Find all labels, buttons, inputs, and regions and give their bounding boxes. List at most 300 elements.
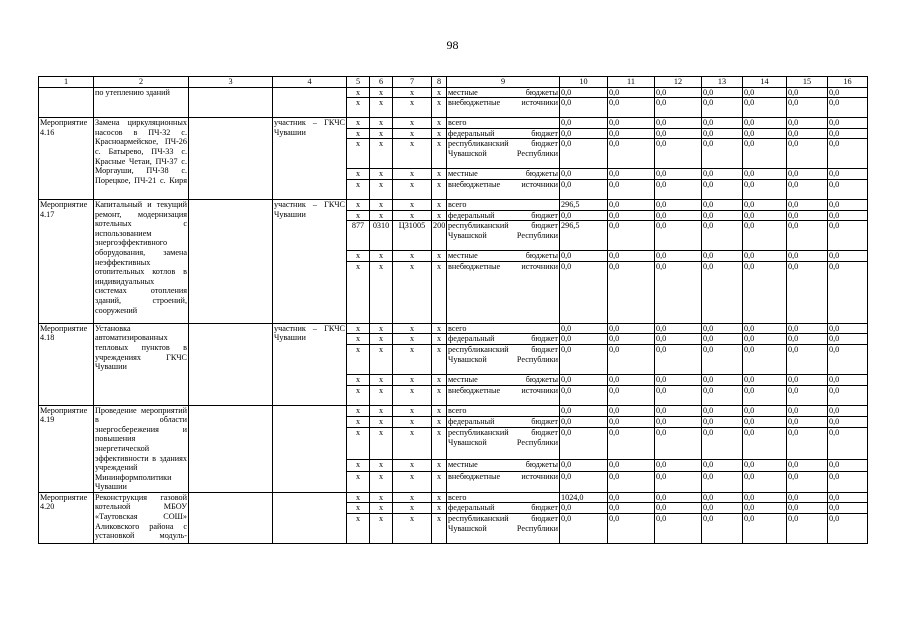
value-cell: 0,0 [743,374,787,385]
code-cell: x [370,334,393,345]
code-cell: x [370,416,393,427]
value-cell: 0,0 [655,416,702,427]
code-cell: x [347,199,370,210]
code-cell: x [432,416,447,427]
table-row [39,118,868,129]
value-cell: 0,0 [828,139,868,169]
value-cell: 0,0 [702,251,743,262]
value-cell: 0,0 [560,323,608,334]
code-cell: x [347,405,370,416]
code-cell: x [370,428,393,460]
value-cell: 0,0 [702,471,743,492]
code-cell: x [347,128,370,139]
value-cell: 0,0 [655,128,702,139]
value-cell: 0,0 [608,460,655,471]
code-cell: x [432,210,447,221]
value-cell: 0,0 [702,87,743,98]
value-cell: 0,0 [560,374,608,385]
empty-cell [189,87,273,118]
value-cell: 0,0 [787,221,828,251]
value-cell: 0,0 [787,261,828,323]
value-cell: 0,0 [608,261,655,323]
code-cell: x [370,405,393,416]
table-row [39,323,868,334]
value-cell: 0,0 [702,323,743,334]
value-cell: 0,0 [743,416,787,427]
value-cell: 0,0 [655,261,702,323]
value-cell: 0,0 [608,323,655,334]
measure-id-cell: Мероприятие 4.16 [39,118,94,200]
code-cell: x [347,344,370,374]
value-cell: 0,0 [743,492,787,503]
code-cell: x [393,210,432,221]
source-cell: федеральный бюджет [448,416,558,426]
source-cell: внебюджетные источники [447,98,560,118]
value-cell: 0,0 [560,179,608,199]
value-cell: 0,0 [560,87,608,98]
code-cell: x [432,374,447,385]
code-cell: x [370,460,393,471]
header-cell: 5 [347,77,370,88]
code-cell: x [432,344,447,374]
source-cell: федеральный бюджет [448,503,558,513]
value-cell: 0,0 [702,405,743,416]
code-cell: x [432,385,447,405]
value-cell: 0,0 [828,199,868,210]
code-cell: x [393,169,432,180]
code-cell: x [393,460,432,471]
value-cell: 0,0 [828,503,868,514]
value-cell: 0,0 [828,251,868,262]
source-cell: федеральный бюджет [448,128,558,138]
code-cell: x [393,471,432,492]
value-cell: 0,0 [655,323,702,334]
measure-name-cell: Реконструкция газовой котельной МБОУ «Таутовская СОШ» Аликовского района с установкой модуль- [94,492,189,543]
value-cell: 0,0 [608,210,655,221]
value-cell: 0,0 [560,428,608,460]
value-cell: 0,0 [608,98,655,118]
code-cell: x [347,334,370,345]
value-cell: 0,0 [828,323,868,334]
value-cell: 0,0 [787,344,828,374]
code-cell: x [347,416,370,427]
value-cell: 0,0 [828,118,868,129]
value-cell: 0,0 [787,210,828,221]
value-cell: 0,0 [702,261,743,323]
value-cell: 0,0 [828,128,868,139]
value-cell: 0,0 [560,514,608,544]
code-cell: x [432,514,447,544]
value-cell: 0,0 [655,98,702,118]
code-cell: x [393,344,432,374]
header-cell: 4 [273,77,347,88]
code-cell: x [347,514,370,544]
value-cell: 0,0 [743,385,787,405]
source-cell: внебюджетные источники [447,261,560,323]
header-cell: 12 [655,77,702,88]
value-cell: 1024,0 [560,492,608,503]
code-cell: x [432,179,447,199]
value-cell: 0,0 [608,492,655,503]
code-cell: x [370,128,393,139]
value-cell: 0,0 [608,514,655,544]
code-cell: 877 [347,221,370,251]
code-cell: x [432,428,447,460]
code-cell: 200 [432,221,447,251]
code-cell: x [347,169,370,180]
code-cell: x [347,98,370,118]
value-cell: 0,0 [787,385,828,405]
value-cell: 0,0 [702,98,743,118]
value-cell: 0,0 [560,139,608,169]
value-cell: 0,0 [655,471,702,492]
header-cell: 11 [608,77,655,88]
measure-name-cell: по утеплению зданий [94,87,189,118]
value-cell: 0,0 [743,405,787,416]
source-cell: местные бюджеты [448,374,558,384]
code-cell: x [347,374,370,385]
value-cell: 0,0 [702,514,743,544]
value-cell: 0,0 [828,334,868,345]
code-cell: x [370,118,393,129]
value-cell: 0,0 [828,514,868,544]
value-cell: 0,0 [787,139,828,169]
code-cell: Ц31005 [393,221,432,251]
table-row [39,405,868,416]
value-cell: 0,0 [702,179,743,199]
value-cell: 0,0 [743,503,787,514]
value-cell: 0,0 [560,460,608,471]
code-cell: x [370,261,393,323]
code-cell: x [432,323,447,334]
code-cell: x [393,503,432,514]
code-cell: x [347,210,370,221]
value-cell: 0,0 [560,251,608,262]
value-cell: 0,0 [655,221,702,251]
value-cell: 0,0 [787,334,828,345]
value-cell: 0,0 [608,344,655,374]
value-cell: 0,0 [828,98,868,118]
source-cell: внебюджетные источники [447,471,560,492]
code-cell: x [347,428,370,460]
value-cell: 0,0 [702,169,743,180]
code-cell: x [393,87,432,98]
value-cell: 0,0 [608,179,655,199]
source-cell: республиканский бюджет Чувашской Республики [447,221,560,251]
source-cell: федеральный бюджет [448,334,558,344]
value-cell: 0,0 [787,405,828,416]
header-cell: 16 [828,77,868,88]
code-cell: x [393,374,432,385]
source-cell: республиканский бюджет Чувашской Республики [447,514,560,544]
source-cell: внебюджетные источники [447,385,560,405]
value-cell: 0,0 [828,344,868,374]
value-cell: 0,0 [787,416,828,427]
value-cell: 0,0 [743,128,787,139]
code-cell: x [393,118,432,129]
value-cell: 0,0 [702,199,743,210]
header-cell: 7 [393,77,432,88]
code-cell: x [370,98,393,118]
code-cell: x [370,374,393,385]
value-cell: 0,0 [828,428,868,460]
header-cell: 1 [39,77,94,88]
value-cell: 0,0 [702,416,743,427]
value-cell: 0,0 [560,471,608,492]
code-cell: x [432,139,447,169]
value-cell: 0,0 [828,261,868,323]
participant-cell [273,87,347,118]
code-cell: x [432,169,447,180]
header-cell: 8 [432,77,447,88]
value-cell: 0,0 [828,471,868,492]
code-cell: x [370,199,393,210]
value-cell: 0,0 [560,416,608,427]
code-cell: x [393,199,432,210]
value-cell: 0,0 [743,221,787,251]
value-cell: 0,0 [560,334,608,345]
code-cell: x [347,118,370,129]
value-cell: 0,0 [702,128,743,139]
participant-cell: участник – ГКЧС Чувашии [273,199,347,323]
value-cell: 0,0 [743,514,787,544]
code-cell: x [393,128,432,139]
code-cell: x [432,118,447,129]
value-cell: 0,0 [743,210,787,221]
value-cell: 0,0 [828,385,868,405]
measure-name-cell: Проведение мероприятий в области энергосбережения и повышения энергетической эффективности в зданиях учреждений Мининформполитики Чувашии [95,405,187,492]
value-cell: 0,0 [560,128,608,139]
measure-id-cell: Мероприятие 4.20 [39,492,94,543]
code-cell: x [347,385,370,405]
value-cell: 0,0 [743,98,787,118]
value-cell: 0,0 [743,87,787,98]
value-cell: 0,0 [608,416,655,427]
value-cell: 0,0 [787,251,828,262]
code-cell: x [370,344,393,374]
value-cell: 0,0 [743,323,787,334]
value-cell: 0,0 [560,169,608,180]
value-cell: 0,0 [655,405,702,416]
value-cell: 0,0 [608,428,655,460]
code-cell: x [370,514,393,544]
code-cell: x [393,251,432,262]
value-cell: 0,0 [828,179,868,199]
participant-cell [273,492,347,543]
value-cell: 0,0 [608,334,655,345]
header-cell: 3 [189,77,273,88]
code-cell: 0310 [370,221,393,251]
source-cell: республиканский бюджет Чувашской Республики [447,139,560,169]
value-cell: 0,0 [828,221,868,251]
code-cell: x [370,169,393,180]
value-cell: 0,0 [787,118,828,129]
value-cell: 0,0 [828,374,868,385]
source-cell: всего [447,118,560,129]
code-cell: x [370,139,393,169]
value-cell: 0,0 [560,210,608,221]
source-cell: местные бюджеты [448,460,558,470]
source-cell: республиканский бюджет Чувашской Республики [447,344,560,374]
value-cell: 0,0 [743,460,787,471]
value-cell: 0,0 [560,261,608,323]
value-cell: 0,0 [828,210,868,221]
code-cell: x [370,323,393,334]
header-cell: 10 [560,77,608,88]
value-cell: 0,0 [702,428,743,460]
value-cell: 0,0 [655,374,702,385]
value-cell: 0,0 [655,503,702,514]
table-row [39,492,868,503]
value-cell: 0,0 [743,344,787,374]
value-cell: 0,0 [608,471,655,492]
code-cell: x [347,492,370,503]
page-number: 98 [446,38,459,52]
value-cell: 0,0 [787,98,828,118]
value-cell: 0,0 [655,492,702,503]
value-cell: 0,0 [828,492,868,503]
value-cell: 0,0 [787,87,828,98]
value-cell: 0,0 [743,118,787,129]
code-cell: x [393,179,432,199]
funding-table [38,76,868,544]
measure-id-cell [39,87,94,118]
value-cell: 0,0 [608,221,655,251]
value-cell: 0,0 [560,503,608,514]
code-cell: x [432,460,447,471]
value-cell: 0,0 [608,118,655,129]
code-cell: x [370,385,393,405]
code-cell: x [432,334,447,345]
code-cell: x [370,251,393,262]
code-cell: x [393,385,432,405]
value-cell: 0,0 [608,405,655,416]
value-cell: 0,0 [608,139,655,169]
code-cell: x [432,405,447,416]
value-cell: 0,0 [608,503,655,514]
code-cell: x [432,128,447,139]
code-cell: x [370,471,393,492]
code-cell: x [393,323,432,334]
value-cell: 0,0 [655,210,702,221]
code-cell: x [393,261,432,323]
value-cell: 0,0 [828,87,868,98]
value-cell: 0,0 [743,139,787,169]
measure-id-cell: Мероприятие 4.19 [39,405,94,492]
code-cell: x [432,261,447,323]
value-cell: 0,0 [702,210,743,221]
source-cell: местные бюджеты [448,169,558,179]
code-cell: x [370,503,393,514]
table-row [39,87,868,98]
source-cell: местные бюджеты [448,251,558,261]
value-cell: 0,0 [743,428,787,460]
code-cell: x [347,87,370,98]
value-cell: 0,0 [655,118,702,129]
source-cell: республиканский бюджет Чувашской Республики [447,428,560,460]
header-cell: 9 [447,77,560,88]
measure-name-cell: Капитальный и текущий ремонт, модернизация котельных с использованием энергоэффективного оборудования, замена неэффективных отопительных котлов в индивидуальных системах отопления зданий, строений, сооружений [94,199,189,323]
value-cell: 0,0 [743,199,787,210]
code-cell: x [432,98,447,118]
value-cell: 0,0 [702,460,743,471]
value-cell: 0,0 [560,405,608,416]
value-cell: 0,0 [655,460,702,471]
value-cell: 0,0 [608,374,655,385]
value-cell: 0,0 [787,492,828,503]
value-cell: 0,0 [655,87,702,98]
value-cell: 0,0 [560,344,608,374]
header-cell: 6 [370,77,393,88]
value-cell: 0,0 [655,169,702,180]
code-cell: x [347,251,370,262]
value-cell: 0,0 [702,118,743,129]
value-cell: 0,0 [702,334,743,345]
value-cell: 0,0 [702,374,743,385]
value-cell: 0,0 [655,199,702,210]
value-cell: 0,0 [560,98,608,118]
value-cell: 0,0 [787,471,828,492]
code-cell: x [393,428,432,460]
value-cell: 0,0 [787,428,828,460]
empty-cell [189,118,273,200]
code-cell: x [347,503,370,514]
header-cell: 15 [787,77,828,88]
value-cell: 296,5 [560,221,608,251]
value-cell: 296,5 [560,199,608,210]
value-cell: 0,0 [787,460,828,471]
code-cell: x [347,139,370,169]
value-cell: 0,0 [787,169,828,180]
measure-id-cell: Мероприятие 4.18 [39,323,94,405]
value-cell: 0,0 [702,139,743,169]
code-cell: x [393,416,432,427]
code-cell: x [432,199,447,210]
value-cell: 0,0 [743,334,787,345]
value-cell: 0,0 [787,179,828,199]
code-cell: x [393,98,432,118]
value-cell: 0,0 [655,428,702,460]
value-cell: 0,0 [655,179,702,199]
value-cell: 0,0 [743,261,787,323]
value-cell: 0,0 [655,385,702,405]
table-row [39,199,868,210]
empty-cell [189,405,273,492]
value-cell: 0,0 [743,251,787,262]
value-cell: 0,0 [787,503,828,514]
code-cell: x [393,514,432,544]
value-cell: 0,0 [560,118,608,129]
value-cell: 0,0 [787,128,828,139]
source-cell: федеральный бюджет [448,210,558,220]
empty-cell [189,199,273,323]
value-cell: 0,0 [608,385,655,405]
value-cell: 0,0 [787,323,828,334]
code-cell: x [347,460,370,471]
value-cell: 0,0 [608,251,655,262]
value-cell: 0,0 [655,251,702,262]
value-cell: 0,0 [702,503,743,514]
value-cell: 0,0 [608,199,655,210]
value-cell: 0,0 [828,405,868,416]
value-cell: 0,0 [787,199,828,210]
value-cell: 0,0 [702,385,743,405]
value-cell: 0,0 [560,385,608,405]
value-cell: 0,0 [743,169,787,180]
source-cell: всего [447,405,560,416]
value-cell: 0,0 [702,221,743,251]
code-cell: x [347,179,370,199]
